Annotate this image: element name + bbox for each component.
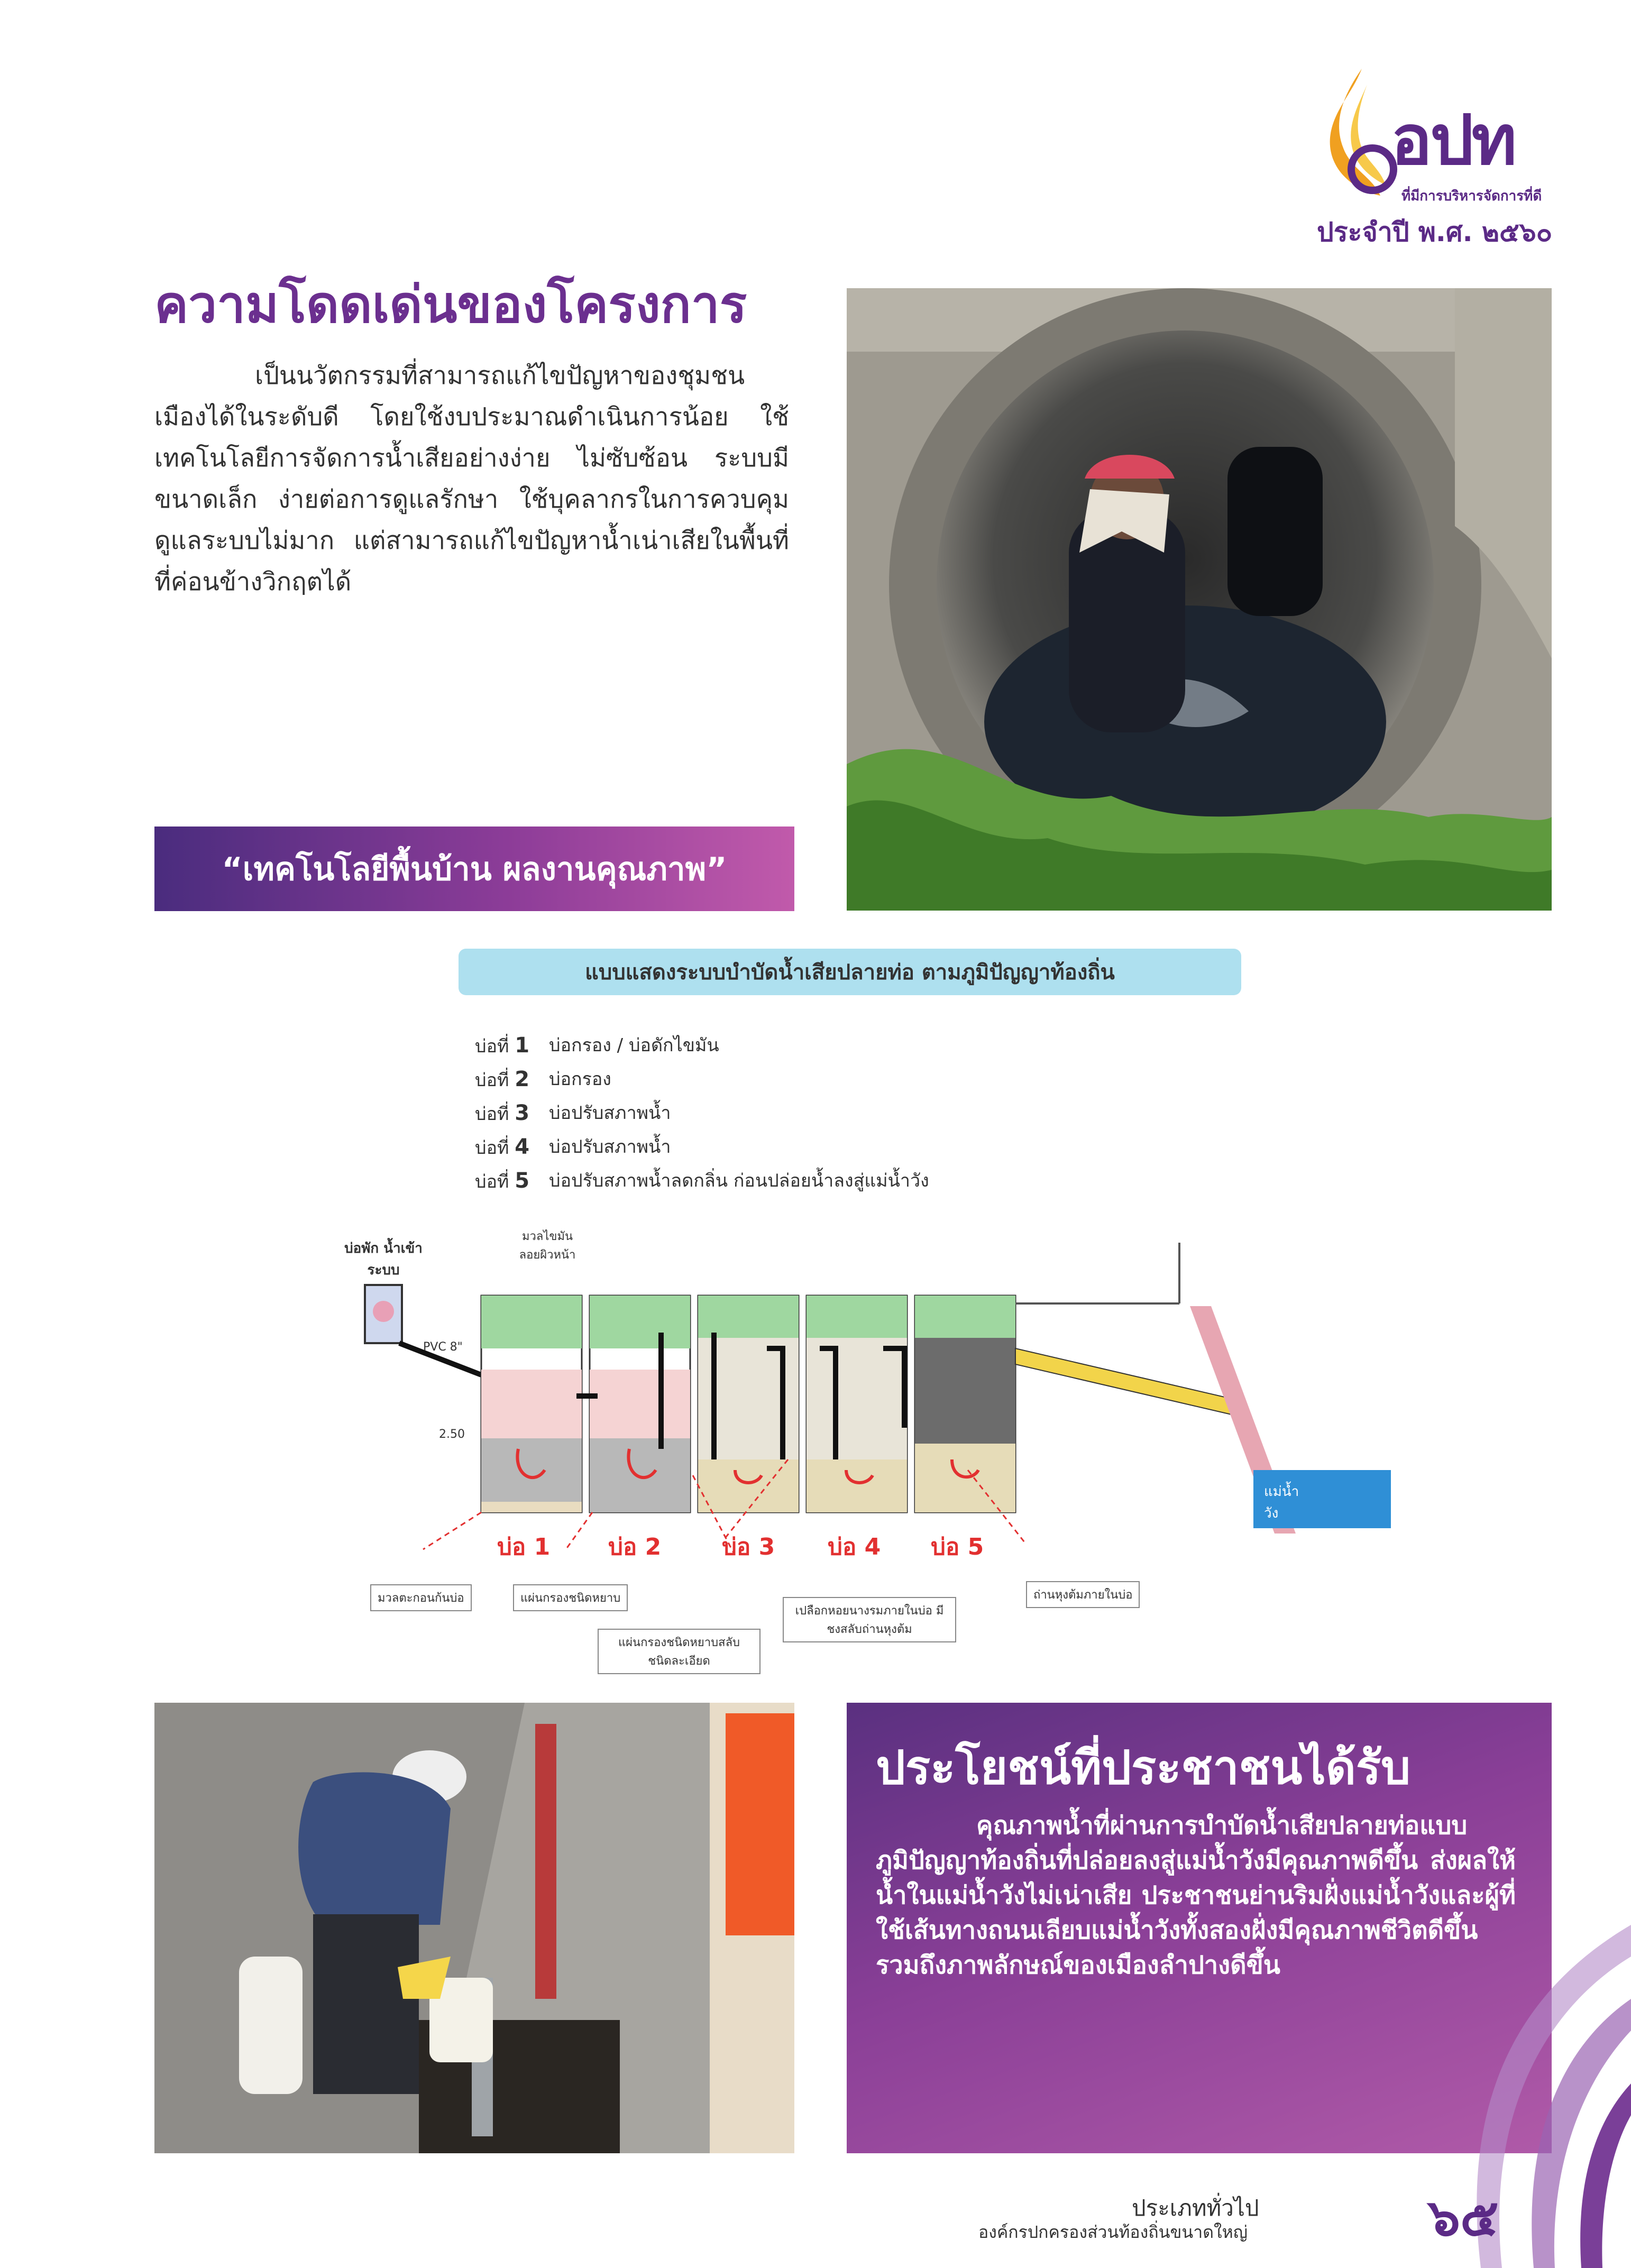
- callout-charcoal: ถ่านหุงต้มภายในบ่อ: [1026, 1581, 1140, 1608]
- wastewater-schematic: [344, 1227, 1401, 1560]
- pond-legend-item: บ่อที่ 1 บ่อกรอง / บ่อดักไขมัน: [475, 1033, 719, 1058]
- pond-2-label: บ่อ 2: [608, 1534, 662, 1560]
- page-number: ๖๕: [1428, 2188, 1499, 2247]
- diagram-title-bar: [459, 949, 1241, 995]
- pond-legend: [475, 1029, 929, 1198]
- diagram-title: แบบแสดงระบบบำบัดน้ำเสียปลายท่อ ตามภูมิปัญญาท้องถิ่น: [585, 960, 1115, 985]
- callout-sediment: มวลตะกอนก้นบ่อ: [370, 1584, 472, 1611]
- tank-4: [807, 1296, 907, 1512]
- logo-tagline: ที่มีการบริหารจัดการที่ดี: [1401, 188, 1542, 204]
- footer-organization: องค์กรปกครองส่วนท้องถิ่นขนาดใหญ่: [978, 2222, 1248, 2242]
- quote-banner: [154, 827, 794, 911]
- pond-legend-item: บ่อที่ 5 บ่อปรับสภาพน้ำลดกลิ่น ก่อนปล่อยน้ำลงสู่แม่น้ำวัง: [475, 1169, 929, 1193]
- photo-manhole-worker: [847, 288, 1552, 911]
- tank-5: [915, 1296, 1015, 1512]
- depth-label: 2.50: [439, 1428, 465, 1441]
- logo: [1312, 58, 1565, 249]
- pond-1-label: บ่อ 1: [497, 1534, 551, 1560]
- banner-text: “เทคโนโลยีพื้นบ้าน ผลงานคุณภาพ”: [222, 850, 727, 888]
- logo-year: ประจำปี พ.ศ. ๒๕๖๐: [1317, 217, 1553, 247]
- callout-oyster-shell: เปลือกหอยนางรมภายในบ่อ มีชงสลับถ่านหุงต้ม: [783, 1597, 956, 1642]
- callout-mixed-filter: แผ่นกรองชนิดหยาบสลับ ชนิดละเอียด: [598, 1629, 760, 1674]
- tank-2: [590, 1296, 690, 1512]
- pond-legend-item: บ่อที่ 3 บ่อปรับสภาพน้ำ: [475, 1101, 671, 1125]
- pond-legend-item: บ่อที่ 4 บ่อปรับสภาพน้ำ: [475, 1135, 671, 1159]
- footer-category: ประเภททั่วไป: [1132, 2195, 1259, 2221]
- fat-label: มวลไขมัน ลอยผิวหน้า: [519, 1230, 576, 1262]
- flame-icon: [1322, 63, 1401, 201]
- pond-4-label: บ่อ 4: [828, 1534, 881, 1560]
- pipe-label: PVC 8": [423, 1340, 463, 1354]
- highlight-text: เป็นนวัตกรรมที่สามารถแก้ไขปัญหาของชุมชนเมืองได้ในระดับดี โดยใช้งบประมาณดำเนินการน้อย ใช้เทคโนโลยีการจัดการน้ำเสียอย่างง่าย ไม่ซับซ้อน ระบบมีขนาดเล็ก ง่ายต่อการดูแลรักษา ใช้บุคลากรในการควบคุมดูแลระบบไม่มาก แต่สามารถแก้ไขปัญหาน้ำเน่าเสียในพื้นที่ที่ค่อนข้างวิกฤตได้: [154, 361, 789, 596]
- highlight-paragraph: [154, 355, 789, 603]
- inlet-label: บ่อพัก น้ำเข้าระบบ: [344, 1241, 423, 1278]
- section-title-benefit: ประโยชน์ที่ประชาชนได้รับ: [876, 1740, 1411, 1795]
- pond-3-label: บ่อ 3: [722, 1534, 775, 1560]
- logo-word: อปท: [1391, 100, 1515, 180]
- pond-5-label: บ่อ 5: [931, 1534, 984, 1560]
- tank-1: [481, 1296, 582, 1512]
- manhole-illustration: [847, 288, 1552, 911]
- section-title-highlight: ความโดดเด่นของโครงการ: [154, 275, 747, 334]
- schematic-drawing: [344, 1227, 1401, 1555]
- outlet-label: แม่น้ำ วัง: [1264, 1484, 1299, 1521]
- street-illustration: [154, 1703, 794, 2153]
- pond-legend-item: บ่อที่ 2 บ่อกรอง: [475, 1067, 611, 1091]
- benefit-text: คุณภาพน้ำที่ผ่านการบำบัดน้ำเสียปลายท่อแบบภูมิปัญญาท้องถิ่นที่ปล่อยลงสู่แม่น้ำวังมีคุณภาพดีขึ้น ส่งผลให้น้ำในแม่น้ำวังไม่เน่าเสีย ประชาชนย่านริมฝั่งแม่น้ำวังและผู้ที่ใช้เส้นทางถนนเลียบแม่น้ำวังทั้งสองฝั่งมีคุณภาพชีวิตดีขึ้น รวมถึงภาพลักษณ์ของเมืองลำปางดีขึ้น: [876, 1811, 1516, 1980]
- callout-coarse-filter: แผ่นกรองชนิดหยาบ: [513, 1584, 628, 1611]
- photo-street-worker: [154, 1703, 794, 2153]
